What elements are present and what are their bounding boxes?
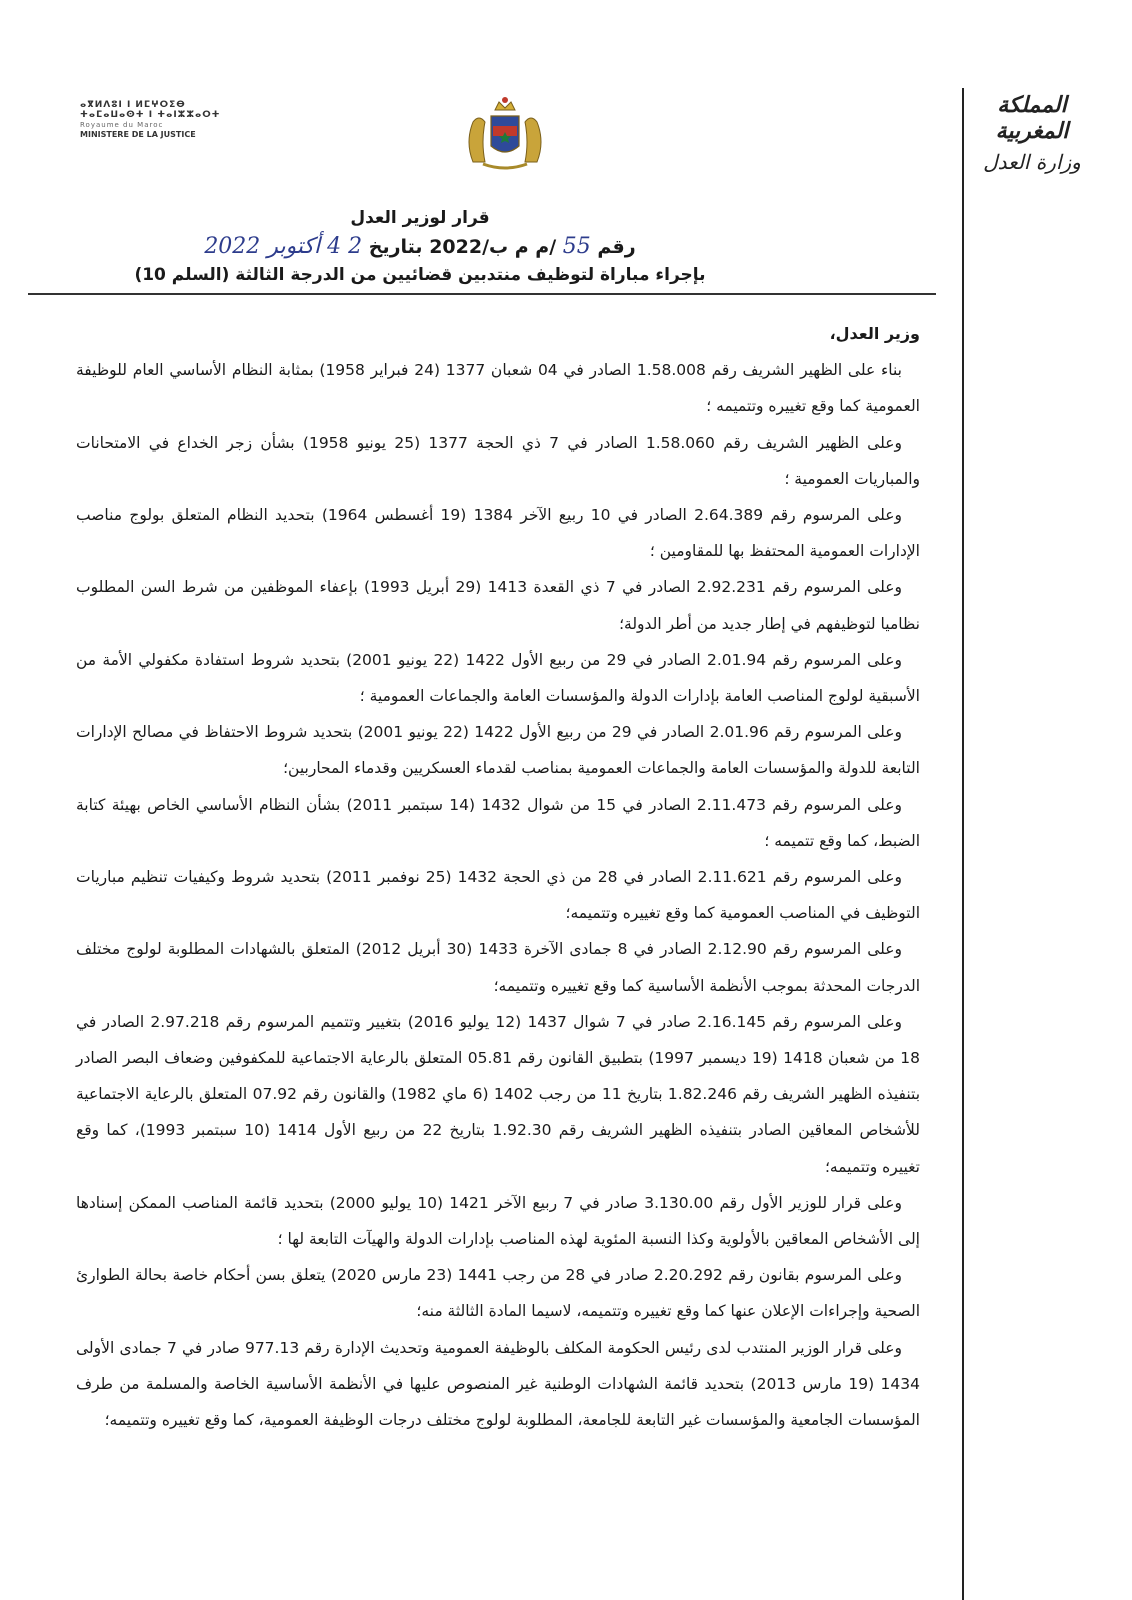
number-prefix: رقم <box>597 236 636 258</box>
margin-rule <box>962 88 964 1600</box>
recital: وعلى المرسوم رقم 2.92.231 الصادر في 7 ذي القعدة 1413 (29 أبريل 1993) بإعفاء الموظفين من شرط السن المطلوب نظاميا لتوظيفهم في إطار جديد من أطر الدولة؛ <box>76 578 920 633</box>
handwritten-number: 55 <box>562 234 591 259</box>
kingdom-arabic: المملكة المغربية <box>995 92 1069 144</box>
recital: وعلى المرسوم رقم 2.11.473 الصادر في 15 من شوال 1432 (14 سبتمبر 2011) بشأن النظام الأساسي الخاص بهيئة كتابة الضبط، كما وقع تتميمه ؛ <box>76 795 920 850</box>
tifinagh-line-2: ⵜⴰⵎⴰⵡⴰⵙⵜ ⵏ ⵜⴰⵏⵣⵣⴰⵔⵜ <box>80 110 221 120</box>
decision-number-line <box>80 234 760 259</box>
recital: وعلى المرسوم بقانون رقم 2.20.292 صادر في 28 من رجب 1441 (23 مارس 2020) يتعلق بسن أحكام خاصة بحالة الطوارئ الصحية وإجراءات الإعلان عنها كما وقع تغييره وتتميمه، لاسيما المادة الثالثة منه؛ <box>76 1266 920 1321</box>
coat-of-arms-icon <box>455 92 555 172</box>
decision-heading <box>80 208 760 285</box>
decision-subject: بإجراء مباراة لتوظيف منتدبين قضائيين من الدرجة الثالثة (السلم 10) <box>134 265 706 285</box>
decision-body <box>76 316 920 1438</box>
recital: وعلى المرسوم رقم 2.01.96 الصادر في 29 من ربيع الأول 1422 (22 يونيو 2001) بتحديد شروط الاحتفاظ في مصالح الإدارات التابعة للدولة والمؤسسات العامة والجماعات العمومية بمناصب لقدماء العسكريين وقدماء المحاربين؛ <box>76 723 920 778</box>
header-divider <box>28 293 936 295</box>
recital: وعلى المرسوم رقم 2.11.621 الصادر في 28 من ذي الحجة 1432 (25 نوفمبر 2011) بتحديد شروط وكيفيات تنظيم مباريات التوظيف في المناصب العمومية كما وقع تغييره وتتميمه؛ <box>76 868 920 923</box>
recital: وعلى قرار الوزير المنتدب لدى رئيس الحكومة المكلف بالوظيفة العمومية وتحديث الإدارة رقم 977.13 صادر في 7 جمادى الأولى 1434 (19 مارس 2013) بتحديد قائمة الشهادات الوطنية غير المنصوص عليها في الأنظمة الأساسية الخاصة والمسلمة من طرف المؤسسات الجامعية والمؤسسات غير التابعة للجامعة، المطلوبة لولوج مختلف درجات الوظيفة العمومية، كما وقع تغييره وتتميمه؛ <box>76 1338 920 1430</box>
addressee: وزير العدل، <box>829 324 920 343</box>
recital: وعلى المرسوم رقم 2.64.389 الصادر في 10 ربيع الآخر 1384 (19 أغسطس 1964) بتحديد النظام المتعلق بولوج مناصب الإدارات العمومية المحتفظ بها للمقاومين ؛ <box>76 506 920 561</box>
letterhead-french <box>80 100 240 140</box>
recital: وعلى قرار للوزير الأول رقم 3.130.00 صادر في 7 ربيع الآخر 1421 (10 يوليو 2000) بتحديد قائمة المناصب الممكن إسنادها إلى الأشخاص المعاقين بالأولوية وكذا النسبة المئوية لهذه المناصب بإدارات الدولة والهيآت التابعة لها ؛ <box>76 1193 920 1249</box>
recital: وعلى المرسوم رقم 2.12.90 الصادر في 8 جمادى الآخرة 1433 (30 أبريل 2012) المتعلق بالشهادات المطلوبة لولوج مختلف الدرجات المحدثة بموجب الأنظمة الأساسية كما وقع تغييره وتتميمه؛ <box>76 940 920 995</box>
tifinagh-line-1: ⴰⴳⵍⴷⵓⵏ ⵏ ⵍⵎⵖⵔⵉⴱ <box>80 100 186 110</box>
recital: وعلى المرسوم رقم 2.16.145 صادر في 7 شوال 1437 (12 يوليو 2016) بتغيير وتتميم المرسوم رقم 2.97.218 الصادر في 18 من شعبان 1418 (19 ديسمبر 1997) بتطبيق القانون رقم 05.81 المتعلق بالرعاية الاجتماعية للمكفوفين وضعاف البصر الصادر بتنفيذه الظهير الشريف رقم 1.82.246 بتاريخ 11 من رجب 1402 (6 ماي 1982) والقانون رقم 07.92 المتعلق بالرعاية الاجتماعية للأشخاص المعاقين الصادر بتنفيذه الظهير الشريف رقم 1.92.30 بتاريخ 22 من ربيع الأول 1414 (10 سبتمبر 1993)، كما وقع تغييره وتتميمه؛ <box>76 1012 921 1176</box>
recital: وعلى المرسوم رقم 2.01.94 الصادر في 29 من ربيع الأول 1422 (22 يونيو 2001) بتحديد شروط استفادة مكفولي الأمة من الأسبقية لولوج المناصب العامة بإدارات الدولة والمؤسسات العامة والجماعات العمومية ؛ <box>76 650 920 706</box>
ministere-label: MINISTERE DE LA JUSTICE <box>80 130 196 139</box>
letterhead-arabic <box>972 92 1092 174</box>
number-suffix: /م م ب/2022 بتاريخ <box>368 236 557 258</box>
royaume-label: Royaume du Maroc <box>80 121 164 129</box>
decision-title: قرار لوزير العدل <box>350 208 490 228</box>
recital: بناء على الظهير الشريف رقم 1.58.008 الصادر في 04 شعبان 1377 (24 فبراير 1958) بمثابة النظام الأساسي العام للوظيفة العمومية كما وقع تغييره وتتميمه ؛ <box>76 361 920 416</box>
handwritten-date: 2 4 أكتوبر 2022 <box>204 234 363 259</box>
recital: وعلى الظهير الشريف رقم 1.58.060 الصادر في 7 ذي الحجة 1377 (25 يونيو 1958) بشأن زجر الخداع في الامتحانات والمباريات العمومية ؛ <box>76 433 920 488</box>
ministry-arabic: وزارة العدل <box>983 150 1081 174</box>
